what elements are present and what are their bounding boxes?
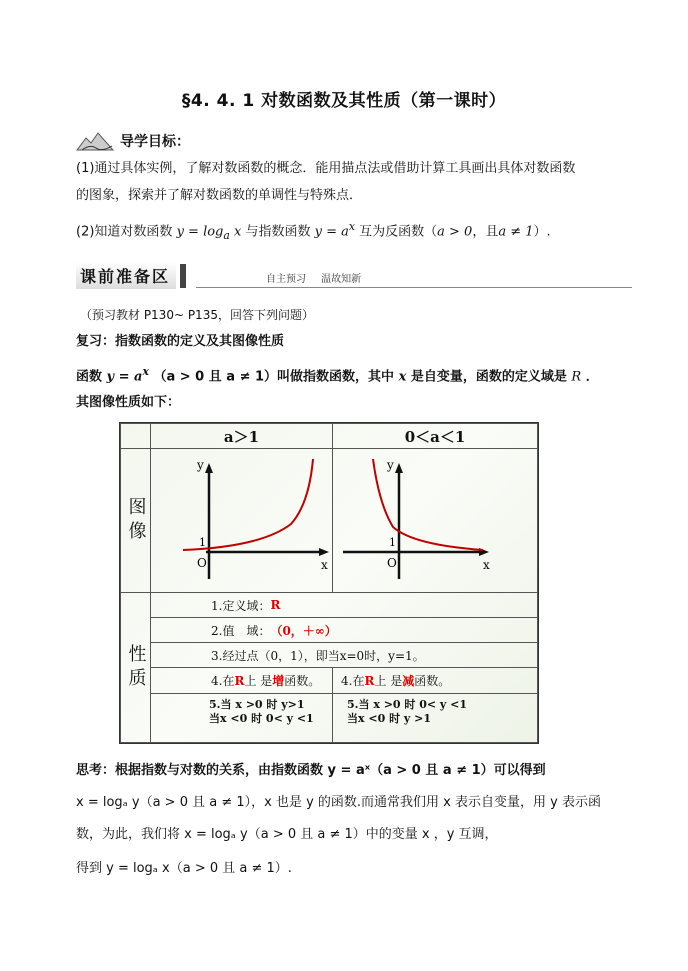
prop-dec-b: 上 是	[374, 674, 403, 688]
prop-dec-word: 减	[402, 674, 415, 688]
prop-dec-c: 函数。	[414, 674, 451, 688]
graph-cell-decreasing	[332, 448, 538, 593]
prop-fixed-point: 3.经过点（0，1），即当x=0时，y=1。	[150, 642, 538, 668]
objective-2	[76, 218, 636, 245]
prop-range-value: （0，＋∞）	[270, 623, 337, 638]
prop-sign-inc-line1: 5.当 x >0 时 y>1	[209, 698, 305, 711]
corner-cell	[120, 423, 151, 449]
prop-range-label: 2.值 域：	[211, 623, 271, 638]
graph-one-label: 1	[199, 536, 206, 549]
cond-a-positive: a > 0	[437, 224, 473, 240]
prop-inc-word: 增	[272, 674, 285, 688]
objective-2-text-b: 与指数函数	[245, 224, 311, 240]
graph-decreasing	[333, 449, 539, 594]
prop-domain-value: R	[270, 598, 281, 612]
y-axis-arrow	[205, 463, 213, 473]
prop-range	[150, 617, 538, 643]
prop-inc-b: 上 是	[244, 674, 273, 688]
graph-x-label: x	[483, 558, 490, 572]
page-title: §4. 4. 1 对数函数及其性质（第一课时）	[181, 91, 507, 111]
think-line-1: 思考：根据指数与对数的关系，由指数函数 y = aˣ（a > 0 且 a ≠ 1）可以得到	[76, 763, 546, 778]
think-line-2: x = logₐ y（a > 0 且 a ≠ 1），x 也是 y 的函数.而通常我们用 x 表示自变量，用 y 表示函	[76, 795, 601, 810]
prop-increasing	[150, 667, 333, 694]
review-def-a: 函数	[76, 369, 103, 385]
log-formula: y = log	[176, 224, 224, 240]
graph-y-label: y	[197, 458, 204, 472]
section-label: 课前准备区	[76, 262, 176, 289]
prop-decreasing	[332, 667, 538, 694]
objective-2-text-a: (2)知道对数函数	[76, 224, 173, 240]
log-base: a	[223, 228, 230, 242]
graph-x-label: x	[321, 558, 328, 572]
review-def-R: R	[571, 369, 582, 385]
y-axis-arrow	[395, 463, 403, 473]
section-stripe	[180, 264, 186, 288]
exp-power: x	[348, 220, 355, 233]
prop-sign-increasing	[150, 693, 333, 743]
think-line-3: 数，为此，我们将 x = logₐ y（a > 0 且 a ≠ 1）中的变量 x ，y 互调，	[76, 827, 498, 842]
review-def-formula: y = a	[106, 369, 143, 385]
section-subtitle: 自主预习 温故知新	[266, 274, 362, 285]
row-header-graph: 图像	[120, 448, 151, 593]
review-def-power: x	[142, 365, 149, 378]
review-def-d: ．	[585, 369, 599, 385]
review-definition	[76, 363, 636, 386]
row-header-properties: 性质	[120, 592, 151, 743]
objective-2-text-d: ，且	[472, 224, 499, 240]
log-arg: x	[229, 224, 242, 240]
graph-cell-increasing	[150, 448, 333, 593]
objective-2-text-e: ）.	[533, 224, 551, 240]
prop-domain	[150, 592, 538, 618]
graph-increasing	[151, 449, 334, 594]
preview-note: （预习教材 P130~ P135，回答下列问题）	[80, 308, 314, 322]
review-title: 复习：指数函数的定义及其图像性质	[76, 334, 285, 349]
prop-sign-inc-line2: 当x <0 时 0< y <1	[209, 712, 314, 725]
section-rule	[196, 287, 632, 288]
objective-1-line-2: 的图象，探索并了解对数函数的单调性与特殊点．	[76, 188, 363, 203]
objectives-heading-text: 导学目标：	[120, 134, 190, 150]
graph-one-label: 1	[389, 536, 396, 549]
section-header	[76, 262, 632, 288]
review-def-x: x	[398, 369, 407, 385]
review-def-b: （a > 0 且 a ≠ 1）叫做指数函数，其中	[153, 369, 395, 385]
graph-y-label: y	[387, 458, 394, 472]
cond-a-not-one: a ≠ 1	[498, 224, 534, 240]
graph-origin-label: O	[197, 556, 207, 570]
review-def-c: 是自变量，函数的定义域是	[410, 369, 567, 385]
prop-sign-decreasing	[332, 693, 538, 743]
prop-dec-R: R	[364, 673, 375, 688]
prop-domain-label: 1.定义域：	[211, 598, 271, 613]
graph-origin-label: O	[387, 556, 397, 570]
prop-sign-dec-line2: 当x <0 时 y >1	[347, 712, 432, 725]
think-line-4: 得到 y = logₐ x（a > 0 且 a ≠ 1）.	[76, 861, 292, 876]
x-axis-arrow	[319, 548, 329, 556]
prop-dec-a: 4.在	[341, 674, 365, 688]
col-header-a-gt-1: a＞1	[150, 423, 333, 449]
properties-intro: 其图像性质如下：	[76, 395, 181, 410]
col-header-a-lt-1: 0＜a＜1	[332, 423, 538, 449]
objectives-heading	[76, 130, 190, 152]
exp-formula: y = a	[314, 224, 349, 240]
objective-1-line-1: (1)通过具体实例，了解对数函数的概念．能用描点法或借助计算工具画出具体对数函数	[76, 161, 576, 176]
prop-inc-c: 函数。	[284, 674, 321, 688]
mountain-logo-icon	[76, 130, 114, 152]
prop-inc-R: R	[234, 673, 245, 688]
objective-2-text-c: 互为反函数（	[359, 224, 438, 240]
prop-inc-a: 4.在	[211, 674, 235, 688]
prop-sign-dec-line1: 5.当 x >0 时 0< y <1	[347, 698, 468, 711]
exponential-properties-table	[119, 422, 539, 744]
